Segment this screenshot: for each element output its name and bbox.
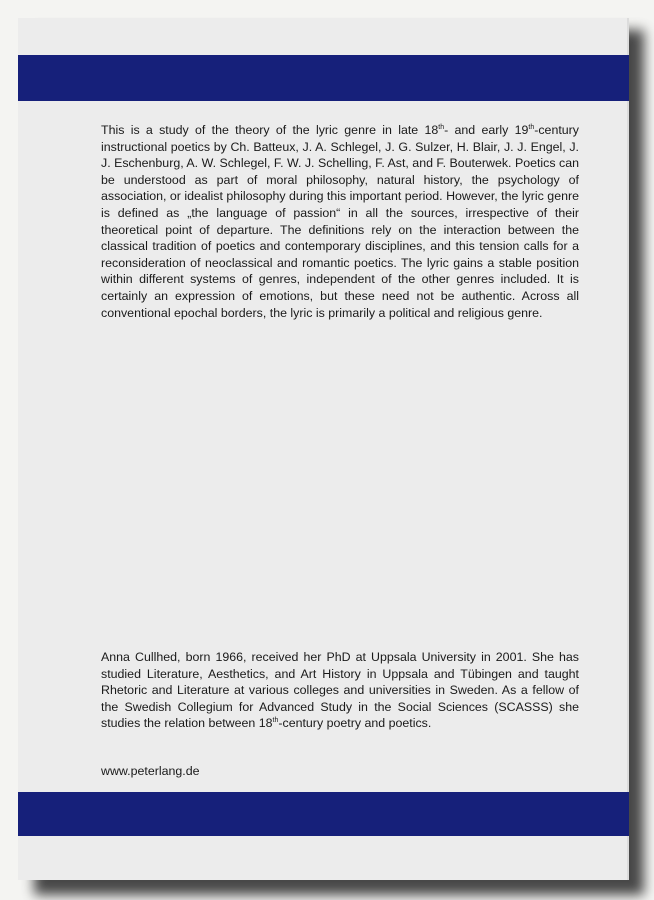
bio-part-1: Anna Cullhed, born 1966, received her PhD at Uppsala University in 2001. She has studied Literature, Aesthetics, and Art History in Uppsala and Tübingen and taught Rhetoric and Literature at various colleges and universities in Sweden. As a fellow of the Swedish Collegium for Advanced Study in the Social Sciences (SCASSS) she studies the relation between 18 bbox=[101, 650, 579, 731]
abstract-part-1: This is a study of the theory of the lyric genre in late 18 bbox=[101, 123, 439, 137]
bio-part-2: -century poetry and poetics. bbox=[278, 716, 432, 731]
top-blue-band bbox=[18, 55, 629, 101]
ordinal-suffix: th bbox=[528, 123, 535, 131]
ordinal-suffix: th bbox=[272, 717, 279, 725]
publisher-url[interactable]: www.peterlang.de bbox=[101, 764, 200, 778]
author-bio bbox=[101, 649, 579, 732]
book-back-cover bbox=[18, 18, 629, 880]
ordinal-suffix: th bbox=[438, 123, 445, 131]
abstract-part-2: - and early 19 bbox=[444, 123, 529, 137]
bottom-blue-band bbox=[18, 792, 629, 836]
abstract-text bbox=[101, 122, 579, 321]
abstract-part-3: -century instructional poetics by Ch. Batteux, J. A. Schlegel, J. G. Sulzer, H. Blair, J. J. Engel, J. J. Eschenburg, A. W. Schlegel, F. W. J. Schelling, F. Ast, and F. Bouterwek. Poetics can be understood as part of moral philosophy, natural history, the psychology of association, or idealist philosophy during this important period. However, the lyric genre is defined as „the language of passion“ in all the sources, irrespective of their theoretical point of departure. The definitions rely on the interaction between the classical tradition of poetics and contemporary disciplines, and this tension calls for a reconsideration of neoclassical and romantic poetics. The lyric gains a stable position within different systems of genres, independent of the other genres included. It is certainly an expression of emotions, but these need not be authentic. Across all conventional epochal borders, the lyric is primarily a political and religious genre. bbox=[101, 123, 579, 320]
